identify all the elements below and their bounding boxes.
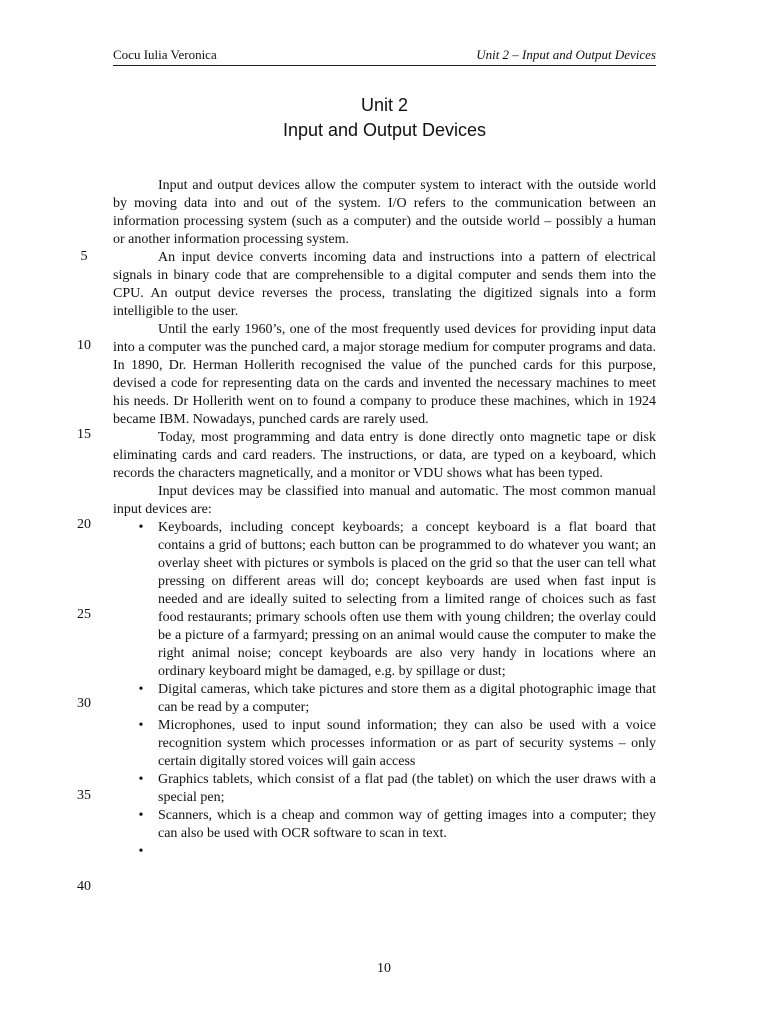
line-number: 25 bbox=[77, 607, 91, 622]
bullet-icon: • bbox=[138, 808, 144, 823]
list-item bbox=[113, 681, 656, 717]
list-item-text: Scanners, which is a cheap and common way of getting images into a computer; they can also be used with OCR software to scan in text. bbox=[158, 808, 656, 841]
list-item-text: Digital cameras, which take pictures and store them as a digital photographic image that can be read by a computer; bbox=[158, 682, 656, 715]
bullet-icon: • bbox=[138, 520, 144, 535]
header-rule bbox=[113, 65, 656, 66]
list-item bbox=[113, 717, 656, 771]
list-item bbox=[113, 771, 656, 807]
line-number: 10 bbox=[77, 338, 91, 353]
list-item bbox=[113, 519, 656, 681]
line-number: 15 bbox=[77, 427, 91, 442]
bullet-icon: • bbox=[138, 718, 144, 733]
list-item-text: Microphones, used to input sound information; they can also be used with a voice recognition system which processes information or as part of security systems – only certain digitally stored voices will gain access bbox=[158, 718, 656, 769]
unit-title: Input and Output Devices bbox=[282, 120, 487, 140]
line-number: 5 bbox=[80, 249, 88, 264]
body-text bbox=[113, 177, 656, 861]
list-item bbox=[113, 807, 656, 843]
input-devices-list bbox=[113, 519, 656, 861]
list-item-text bbox=[158, 844, 162, 859]
list-item bbox=[113, 843, 656, 861]
paragraph: Until the early 1960’s, one of the most frequently used devices for providing input data into a computer was the punched card, a major storage medium for computer programs and data. In 1890, Dr. Herman Hollerith recognised the value of the punched cards for this purpose, devised a code for representing data on the cards and invented the necessary machines to meet his needs. Dr Hollerith went on to found a company to produce these machines, which in 1924 became IBM. Nowadays, punched cards are rarely used. bbox=[113, 322, 656, 427]
list-item-text: Keyboards, including concept keyboards; a concept keyboard is a flat board that contains a grid of buttons; each button can be programmed to do whatever you want; an overlay sheet with pictures or symbols is placed on the grid so that the user can tell what pressing on different areas will do; concept keyboards are used when fast input is needed and are ideally suited to selecting from a limited range of choices such as fast food restaurants; primary schools often use them with young children; the overlay could be a picture of a farmyard; pressing on an animal would cause the computer to make the right animal noise; concept keyboards are also very handy in locations where an ordinary keyboard might be damaged, e.g. by spillage or dust; bbox=[158, 520, 656, 679]
header-author: Cocu Iulia Veronica bbox=[113, 47, 217, 62]
page-header bbox=[113, 47, 656, 65]
list-item-text: Graphics tablets, which consist of a flat pad (the tablet) on which the user draws with a special pen; bbox=[158, 772, 656, 805]
page-number: 10 bbox=[377, 961, 391, 976]
paragraph: An input device converts incoming data and instructions into a pattern of electrical signals in binary code that are comprehensible to a digital computer and sends them into the CPU. An output device reverses the process, translating the digitized signals into a form intelligible to the user. bbox=[113, 250, 656, 319]
line-number: 35 bbox=[77, 788, 91, 803]
line-number: 30 bbox=[77, 696, 91, 711]
bullet-icon: • bbox=[138, 772, 144, 787]
bullet-icon: • bbox=[138, 844, 144, 859]
paragraph: Today, most programming and data entry is done directly onto magnetic tape or disk eliminating cards and card readers. The instructions, or data, are typed on a keyboard, which records the characters magnetically, and a monitor or VDU shows what has been typed. bbox=[113, 430, 656, 481]
unit-number-title: Unit 2 bbox=[360, 95, 409, 115]
header-unit-title: Unit 2 – Input and Output Devices bbox=[476, 47, 656, 62]
line-number: 40 bbox=[77, 879, 91, 894]
paragraph: Input devices may be classified into manual and automatic. The most common manual input devices are: bbox=[113, 484, 656, 517]
paragraph: Input and output devices allow the computer system to interact with the outside world by moving data into and out of the system. I/O refers to the communication between an information processing system (such as a computer) and the outside world – possibly a human or another information processing system. bbox=[113, 178, 656, 247]
bullet-icon: • bbox=[138, 682, 144, 697]
line-number: 20 bbox=[77, 517, 91, 532]
